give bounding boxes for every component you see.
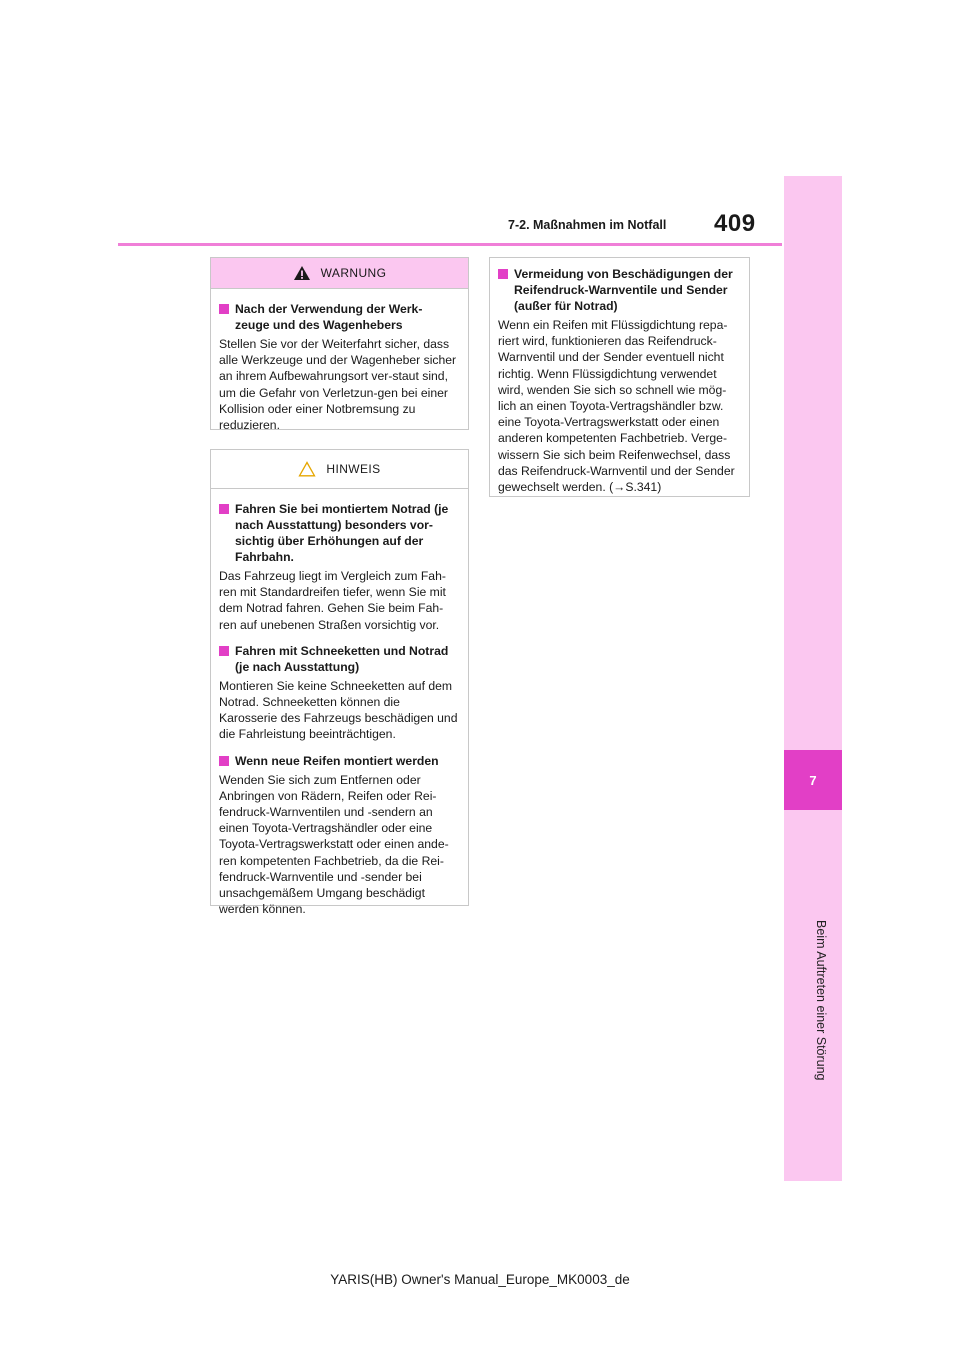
warning-box [210,257,469,433]
warning-box-header [211,258,468,289]
header-rule [118,243,782,246]
continuation-item-text: Wenn ein Reifen mit Flüssigdichtung repa-riert wird, funktionieren das Reifendruck-Warnventil und der Sender eventuell nicht richtig. Wenn Flüssigdichtung verwendet wird, wenden Sie sich so schnell wie mög-lich an einen Toyota-Vertragshändler bzw. eine Toyota-Vertragswerkstatt oder einen anderen kompetenten Fachbetrieb. Verge-wissern Sie sich beim Reifenwechsel, dass das Reifendruck-Warnventil und der Sender gewechselt werden. (→S.341) [498,318,735,495]
page-number: 409 [714,210,756,237]
warning-item-text: Stellen Sie vor der Weiterfahrt sicher, dass alle Werkzeuge und der Wagenheber sicher an ihrem Aufbewahrungsort ver-staut sind, um die Gefahr von Verletzun-gen bei einer Kollision oder einer Notbremsung zu reduzieren. [219,337,457,433]
note-item-heading: Wenn neue Reifen montiert werden [219,753,460,769]
section-title: 7-2. Maßnahmen im Notfall [508,218,667,232]
chapter-number: 7 [784,750,842,810]
warning-item-heading: Nach der Verwendung der Werk- zeuge und des Wagenhebers [219,301,460,333]
note-item-text: Montieren Sie keine Schneeketten auf dem Notrad. Schneeketten können die Karosserie des Fahrzeugs beschädigen und die Fahrleistung beeinträchtigen. [219,678,458,742]
warning-box-title: WARNUNG [320,266,387,280]
continuation-box [489,257,750,497]
note-item-heading: Fahren Sie bei montiertem Notrad (je nach Ausstattung) besonders vor-sichtig über Erhöhungen auf der Fahrbahn. [219,501,460,565]
note-item-heading: Fahren mit Schneeketten und Notrad (je nach Ausstattung) [219,643,460,675]
note-item-text: Das Fahrzeug liegt im Vergleich zum Fah-ren mit Standardreifen tiefer, wenn Sie mit dem Notrad fahren. Gehen Sie beim Fah-ren auf unebenen Straßen vorsichtig vor. [219,569,446,632]
note-box-title: HINWEIS [326,462,381,476]
continuation-item-heading: Vermeidung von Beschädigungen der Reifendruck-Warnventile und Sender (außer für Notrad) [498,266,741,314]
caution-triangle-outline-icon [298,461,316,477]
note-box-header [211,450,468,489]
chapter-label: Beim Auftreten einer Störung [814,919,828,1081]
footer-text: YARIS(HB) Owner's Manual_Europe_MK0003_de [330,1272,630,1287]
note-item-text: Wenden Sie sich zum Entfernen oder Anbringen von Rädern, Reifen oder Rei-fendruck-Warnventilen und -sendern an einen Toyota-Vertragshändler oder eine Toyota-Vertragswerkstatt oder einen ande-ren kompetenten Fachbetrieb, da die Rei-fendruck-Warnventile und -sender bei unsachgemäßem Umgang beschädigt werden können. [219,772,449,917]
note-box [210,449,469,917]
warning-triangle-icon [293,265,311,281]
